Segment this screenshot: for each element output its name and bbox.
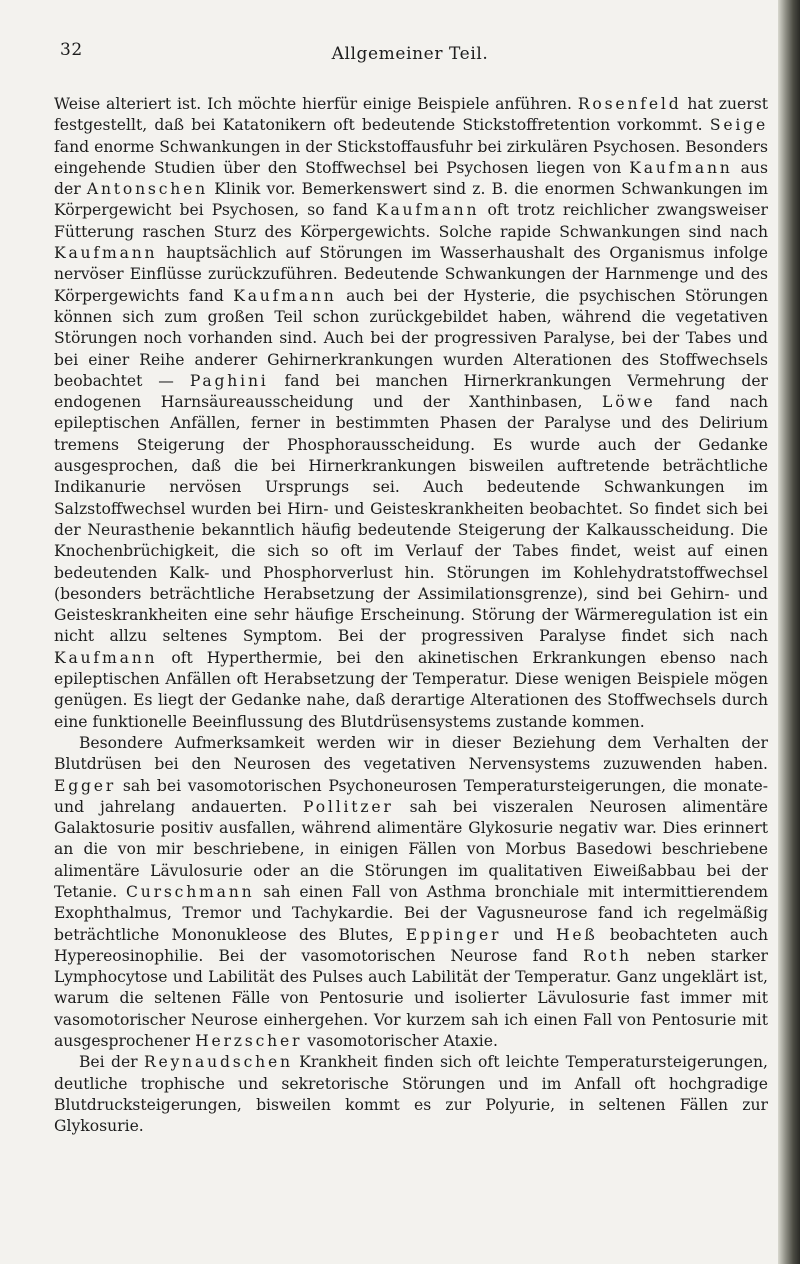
- author-name: Heß: [555, 925, 598, 944]
- author-name: Rosenfeld: [577, 95, 682, 113]
- author-name: Kaufmann: [629, 158, 733, 177]
- page-header: [60, 40, 760, 70]
- text-run: und: [501, 925, 556, 944]
- author-name: Curschmann: [126, 882, 255, 901]
- page-edge-shadow: [778, 0, 800, 1264]
- text-run: neben starker Lymphocytose und Labilität des Pulses auch Labilität der Temperatur. Ganz ungeklärt ist, warum die seltenen Fälle von Pentosurie und isolierter Lävulosurie fast immer mit vasomotorischer Neurose einhergehen. Vor kurzem sah ich einen Fall von Pentosurie mit ausgesprochener: [54, 946, 769, 1051]
- author-name: Löwe: [602, 393, 656, 412]
- text-run: Klinik vor. Bemerkenswert sind z. B. die enormen Schwankungen im Körpergewicht bei Psychosen, so fand: [54, 180, 768, 220]
- text-run: hat zuerst festgestellt, daß bei Katatonikern oft bedeutende Stickstoffretention vorkommt.: [54, 95, 768, 135]
- author-name: Herzscher: [195, 1032, 303, 1051]
- author-name: Reynaudschen: [143, 1053, 293, 1072]
- author-name: Kaufmann: [54, 648, 158, 667]
- text-run: fand enorme Schwankungen in der Stickstoffausfuhr bei zirkulären Psychosen. Besonders eingehende Studien über den Stoffwechsel bei Psychosen liegen von: [54, 137, 768, 177]
- text-run: oft trotz reichlicher zwangsweiser Fütterung raschen Sturz des Körpergewichts. Solche rapide Schwankungen sind nach: [54, 201, 768, 241]
- text-run: aus der: [54, 158, 768, 199]
- text-run: vasomotorischer Ataxie.: [302, 1032, 498, 1051]
- text-run: Besondere Aufmerksamkeit werden wir in dieser Beziehung dem Verhalten der Blutdrüsen bei den Neurosen des vegetativen Nervensystems zuzuwenden haben.: [54, 733, 768, 774]
- author-name: Kaufmann: [375, 201, 480, 220]
- text-run: beobachteten auch Hypereosinophilie. Bei der vasomotorischen Neurose fand: [54, 925, 769, 965]
- text-run: fand bei manchen Hirnerkrankungen Vermehrung der endogenen Harnsäureausscheidung und der Xanthinbasen,: [54, 371, 768, 412]
- paragraph: [54, 94, 768, 733]
- text-run: hauptsächlich auf Störungen im Wasserhaushalt des Organismus infolge nervöser Einflüsse zurückzuführen. Bedeutende Schwankungen der Harnmenge und des Körpergewichts fand: [54, 244, 768, 305]
- text-run: sah einen Fall von Asthma bronchiale mit intermittierendem Exophthalmus, Tremor und Tachykardie. Bei der Vagusneurose fand ich regelmäßig beträchtliche Mononukleose des Blutes,: [54, 882, 769, 944]
- text-run: Bei der: [78, 1053, 144, 1072]
- author-name: Kaufmann: [54, 244, 158, 263]
- author-name: Roth: [583, 946, 632, 965]
- text-run: Weise alteriert ist. Ich möchte hierfür einige Beispiele anführen.: [54, 95, 578, 113]
- author-name: Kaufmann: [233, 286, 337, 305]
- author-name: Egger: [54, 776, 117, 795]
- author-name: Eppinger: [405, 925, 502, 944]
- text-run: auch bei der Hysterie, die psychischen Störungen können sich zum großen Teil schon zurückgebildet haben, während die vegetativen Störungen noch vorhanden sind. Auch bei der progressiven Paralyse, bei der Tabes und bei einer Reihe anderer Gehirnerkrankungen wurden Alterationen des Stoffwechsels beobachtet —: [54, 286, 768, 390]
- author-name: Paghini: [189, 371, 269, 390]
- text-run: fand nach epileptischen Anfällen, ferner in bestimmten Phasen der Paralyse und des Delirium tremens Steigerung der Phosphorausscheidung. Es wurde auch der Gedanke ausgesprochen, daß die bei Hirnerkrankungen bisweilen auftretende beträchtliche Indikanurie nervösen Ursprungs sei. Auch bedeutende Schwankungen im Salzstoffwechsel wurden bei Hirn- und Geisteskrankheiten beobachtet. So findet sich bei der Neurasthenie bekanntlich häufig bedeutende Steigerung der Kalkausscheidung. Die Knochenbrüchigkeit, die sich so oft im Verlauf der Tabes findet, weist auf einen bedeutenden Kalk- und Phosphorverlust hin. Störungen im Kohlehydratstoffwechsel (besonders beträchtliche Herabsetzung der Assimilationsgrenze), sind bei Gehirn- und Geisteskrankheiten eine sehr häufige Erscheinung. Störung der Wärmeregulation ist ein nicht allzu seltenes Symptom. Bei der progressiven Paralyse findet sich nach: [54, 393, 769, 646]
- text-run: sah bei vasomotorischen Psychoneurosen Temperatursteigerungen, die monate- und jahrelang andauerten.: [54, 776, 768, 816]
- text-run: oft Hyperthermie, bei den akinetischen Erkrankungen ebenso nach epileptischen Anfällen oft Herabsetzung der Temperatur. Diese wenigen Beispiele mögen genügen. Es liegt der Gedanke nahe, daß derartige Alterationen des Stoffwechsels durch eine funktionelle Beeinflussung des Blutdrüsensystems zustande kommen.: [54, 648, 768, 731]
- text-run: Krankheit finden sich oft leichte Temperatursteigerungen, deutliche trophische und sekretorische Störungen und im Anfall oft hochgradige Blutdrucksteigerungen, bisweilen kommt es zur Polyurie, in seltenen Fällen zur Glykosurie.: [54, 1053, 768, 1136]
- running-head: Allgemeiner Teil.: [331, 44, 489, 64]
- page-number: 32: [60, 40, 83, 60]
- paragraph: [54, 1052, 768, 1137]
- author-name: Antonschen: [86, 180, 209, 199]
- author-name: Seige: [709, 116, 768, 135]
- paragraph: [54, 733, 768, 1052]
- author-name: Pollitzer: [303, 797, 394, 816]
- text-run: sah bei viszeralen Neurosen alimentäre Galaktosurie positiv ausfallen, während alimentäre Glykosurie negativ war. Dies erinnert an die von mir beschriebene, in einigen Fällen von Morbus Basedowi beschriebene alimentäre Lävulosurie oder an die Störungen im qualitativen Eiweißabbau bei der Tetanie.: [54, 797, 768, 901]
- body-text: [54, 94, 768, 1138]
